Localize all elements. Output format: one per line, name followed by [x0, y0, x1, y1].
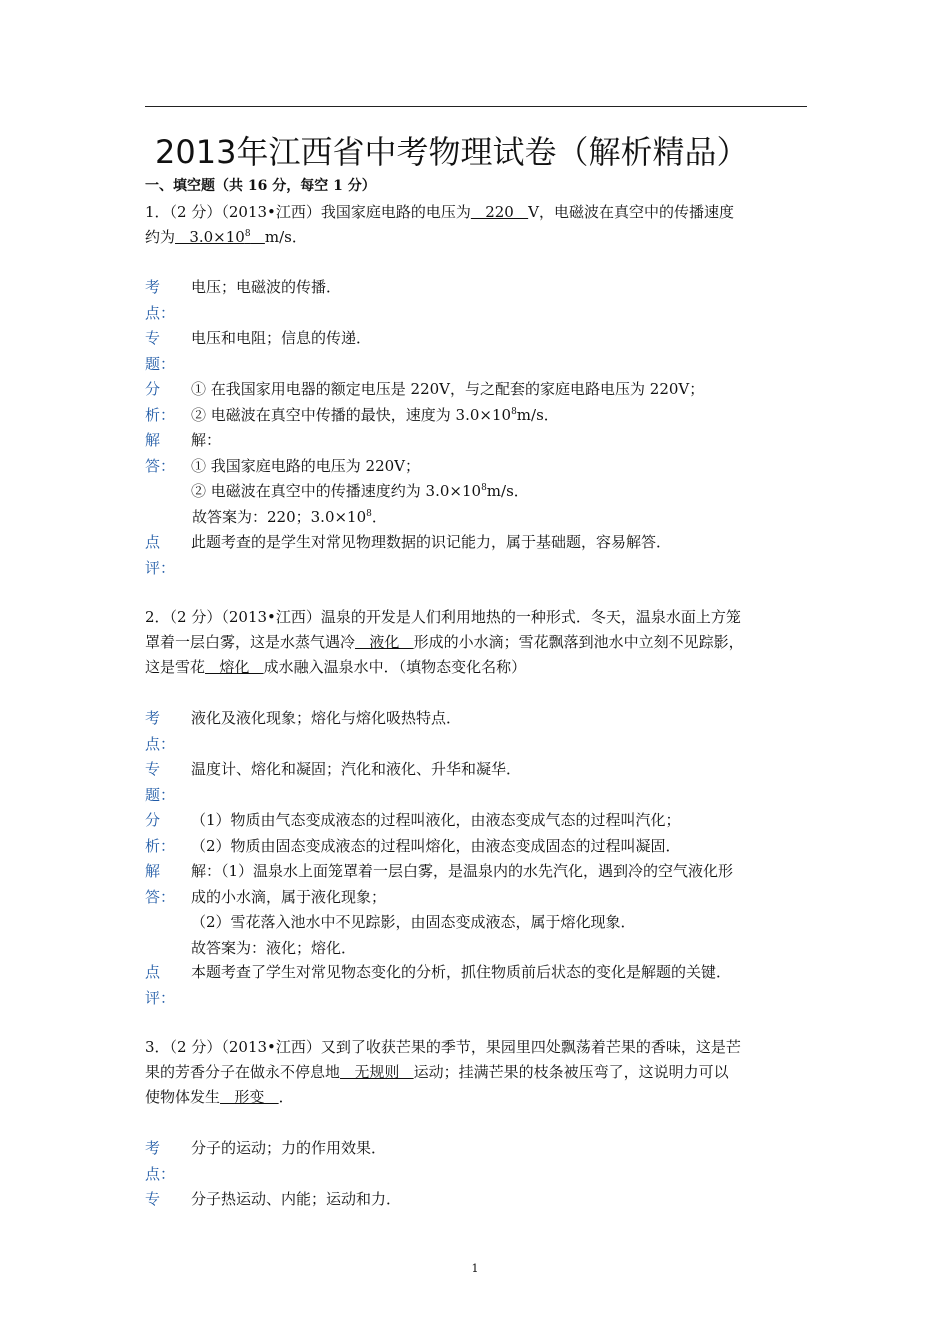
q2-answer-2: 熔化: [205, 658, 264, 676]
q1-text: V，电磁波在真空中的传播速度: [528, 203, 734, 221]
page-number: 1: [471, 1262, 479, 1275]
q2-text: 2．（2 分）（2013•江西）温泉的开发是人们利用地热的一种形式．冬天，温泉水面上方笼: [145, 608, 741, 626]
q3-text: 3．（2 分）（2013•江西）又到了收获芒果的季节，果园里四处飘荡着芒果的香味，这是芒: [145, 1038, 741, 1056]
section-heading: 一、填空题（共 16 分，每空 1 分）: [145, 178, 376, 194]
header-rule: [145, 106, 807, 107]
q1-text: 1．（2 分）（2013•江西）我国家庭电路的电压为: [145, 203, 471, 221]
q1-answer-1: 220: [470, 203, 529, 221]
page-title: 2013年江西省中考物理试卷（解析精品）: [155, 133, 749, 171]
question-1: [145, 200, 807, 250]
question-2: 2．（2 分）（2013•江西）温泉的开发是人们利用地热的一种形式．冬天，温泉水面上方笼 罩着一层白雾，这是水蒸气遇冷 液化 形成的小水滴；雪花飘落到池水中立刻不见踪影， 这是雪花 熔化 成水融入温泉水中．（填物态变化名称）: [145, 605, 807, 680]
q1-answer-2: $3.0\times 10^8$: [175, 228, 251, 246]
q3-answer-2: 形变: [220, 1088, 279, 1106]
q2-answer-1: 液化: [355, 633, 414, 651]
q1-text: m/s．: [264, 228, 307, 246]
question-3: 3．（2 分）（2013•江西）又到了收获芒果的季节，果园里四处飘荡着芒果的香味，这是芒 果的芳香分子在做永不停息地 无规则 运动；挂满芒果的枝条被压弯了，这说明力可以 使物体发生 形变 ．: [145, 1035, 807, 1110]
q1-text: 约为: [145, 228, 176, 246]
q3-answer-1: 无规则: [340, 1063, 414, 1081]
